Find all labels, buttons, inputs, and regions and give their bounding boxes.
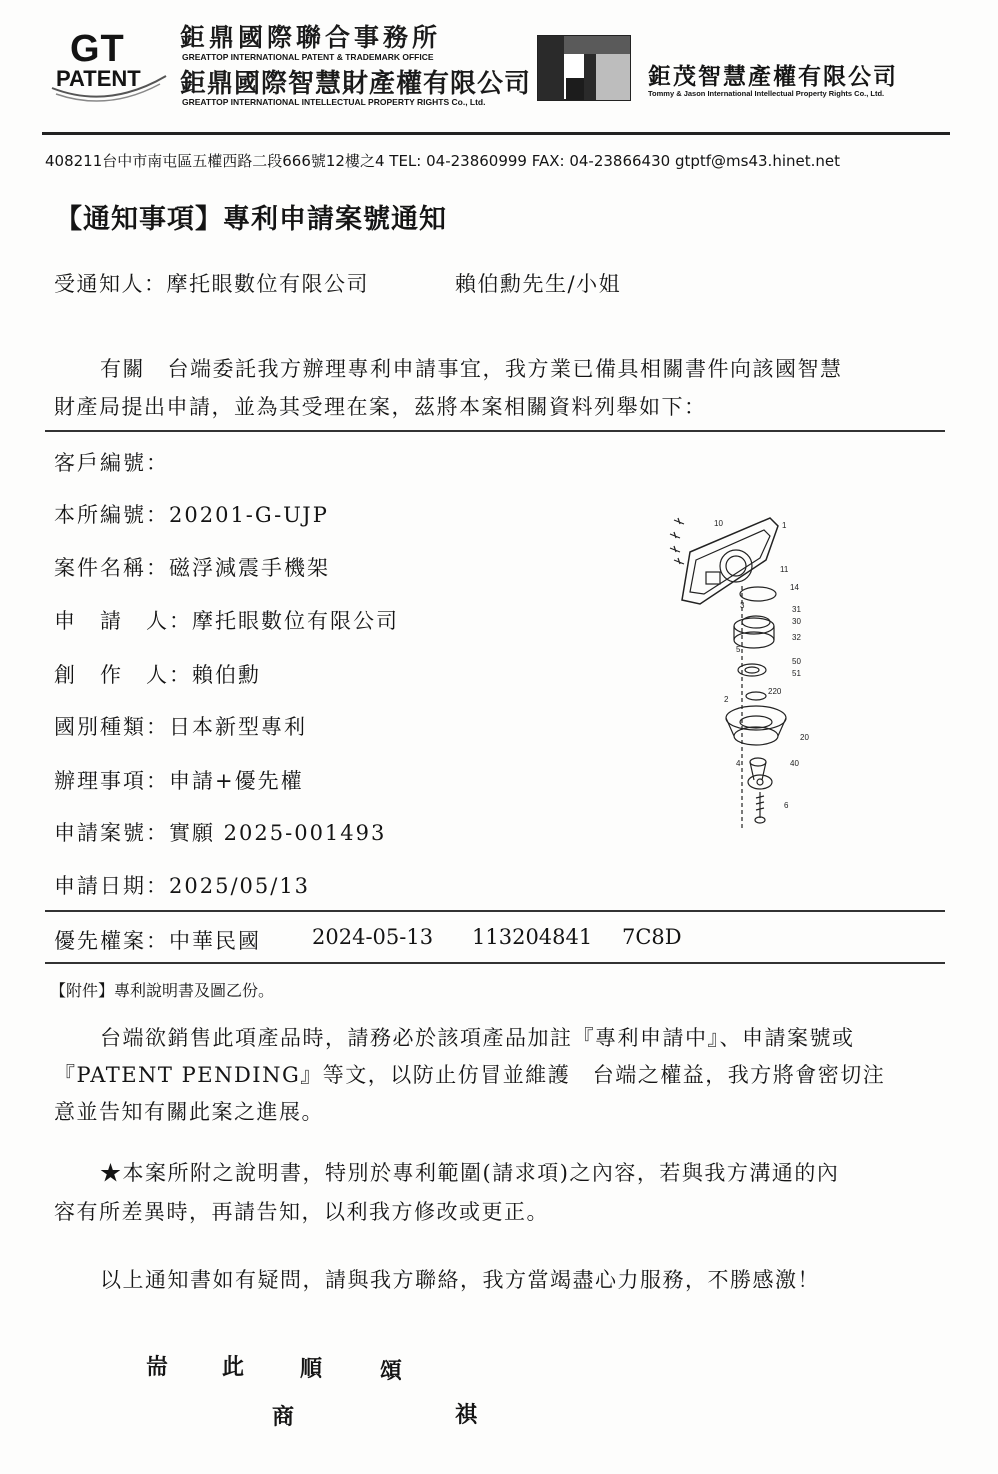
para2-line2: 容有所差異時，再請告知，以利我方修改或更正。 <box>54 1200 549 1224</box>
creator-value: 賴伯勳 <box>192 663 261 687</box>
divider-1 <box>45 430 945 432</box>
part-label-2: 2 <box>724 695 729 704</box>
recipient-label: 受通知人： <box>54 272 167 296</box>
para3: 以上通知書如有疑問，請與我方聯絡，我方當竭盡心力服務，不勝感激！ <box>100 1268 820 1292</box>
closing-5: 商 <box>272 1404 295 1430</box>
tj-logo-icon <box>536 34 632 102</box>
screw-icon <box>670 518 684 564</box>
recipient-person: 賴伯勳先生/小姐 <box>455 272 622 296</box>
office-address: 408211台中市南屯區五權西路二段666號12樓之4 TEL: 04-23860999 FAX: 04-23866430 gtptf@ms43.hinet.net <box>45 152 840 170</box>
office-no-value: 20201-G-UJP <box>169 503 329 527</box>
app-no-label: 申請案號： <box>54 821 169 845</box>
firm3-cn: 鉅茂智慧產權有限公司 <box>648 64 898 90</box>
client-no-label: 客戶編號： <box>54 451 169 475</box>
field-client-no <box>54 447 169 477</box>
part-label-4: 4 <box>736 759 741 768</box>
applicant-label: 申 請 人： <box>54 609 192 633</box>
field-app-no <box>54 817 386 847</box>
recipient-line <box>54 268 369 298</box>
closing-3: 順 <box>300 1356 323 1382</box>
part-label-1: 1 <box>782 521 787 530</box>
intro-line-2: 財產局提出申請，並為其受理在案，茲將本案相關資料列舉如下： <box>54 395 707 419</box>
exploded-drawing <box>660 500 835 845</box>
applicant-value: 摩托眼數位有限公司 <box>192 609 399 633</box>
part-label-31: 31 <box>792 605 801 614</box>
firm2-en: GREATTOP INTERNATIONAL INTELLECTUAL PROPERTY RIGHTS Co., Ltd. <box>182 97 486 107</box>
part-label-11: 11 <box>780 565 789 574</box>
field-priority <box>54 925 261 955</box>
closing-6: 祺 <box>455 1402 478 1428</box>
part-label-10: 10 <box>714 519 723 528</box>
divider-3 <box>45 962 945 964</box>
priority-number: 113204841 <box>472 925 593 949</box>
firm1-cn: 鉅鼎國際聯合事務所 <box>180 23 442 52</box>
part-label-40: 40 <box>790 759 799 768</box>
creator-label: 創 作 人： <box>54 663 192 687</box>
firm2-cn: 鉅鼎國際智慧財產權有限公司 <box>180 69 532 99</box>
recipient-company: 摩托眼數位有限公司 <box>166 272 369 296</box>
part-label-5: 5 <box>736 645 741 654</box>
part-label-220: 220 <box>768 687 782 696</box>
app-date-value: 2025/05/13 <box>169 874 311 898</box>
field-matter <box>54 765 304 795</box>
app-no-value: 實願 2025-001493 <box>169 821 387 845</box>
type-value: 日本新型專利 <box>169 715 307 739</box>
closing-2: 此 <box>222 1354 245 1380</box>
part-label-14: 14 <box>790 583 799 592</box>
type-label: 國別種類： <box>54 715 169 739</box>
firm1-en: GREATTOP INTERNATIONAL PATENT & TRADEMARK OFFICE <box>182 52 434 62</box>
header-divider <box>42 132 950 135</box>
field-applicant <box>54 605 399 635</box>
priority-label: 優先權案： <box>54 929 169 953</box>
part-label-30: 30 <box>792 617 801 626</box>
part-label-51: 51 <box>792 669 801 678</box>
part-label-6: 6 <box>784 801 789 810</box>
priority-country: 中華民國 <box>169 929 261 953</box>
intro-line-1: 有關 台端委託我方辦理專利申請事宜，我方業已備具相關書件向該國智慧 <box>100 357 843 381</box>
priority-date: 2024-05-13 <box>312 925 434 949</box>
firm3-en: Tommy & Jason International Intellectual Property Rights Co., Ltd. <box>648 89 885 98</box>
case-name-value: 磁浮減震手機架 <box>169 556 330 580</box>
priority-code: 7C8D <box>622 925 682 949</box>
logo-gt-text: GT <box>70 28 125 70</box>
divider-2 <box>45 910 945 912</box>
para2-line1: ★本案所附之說明書，特別於專利範圍(請求項)之內容，若與我方溝通的內 <box>100 1161 840 1185</box>
attachment-note: 【附件】專利說明書及圖乙份。 <box>50 981 275 1000</box>
case-name-label: 案件名稱： <box>54 556 169 580</box>
matter-label: 辦理事項： <box>54 769 169 793</box>
matter-value: 申請+優先權 <box>169 769 304 793</box>
part-label-32: 32 <box>792 633 801 642</box>
office-no-label: 本所編號： <box>54 503 169 527</box>
part-label-50: 50 <box>792 657 801 666</box>
notice-title: 【通知事項】專利申請案號通知 <box>55 204 447 235</box>
part-label-3: 3 <box>740 601 745 610</box>
field-type <box>54 711 307 741</box>
closing-1: 耑 <box>146 1354 169 1380</box>
field-office-no <box>54 499 329 529</box>
field-case-name <box>54 552 330 582</box>
app-date-label: 申請日期： <box>54 874 169 898</box>
part-label-20: 20 <box>800 733 809 742</box>
closing-4: 頌 <box>380 1358 403 1384</box>
para1-line1: 台端欲銷售此項產品時，請務必於該項產品加註『專利申請中』、申請案號或 <box>100 1026 855 1050</box>
gt-patent-logo <box>48 28 170 108</box>
field-app-date <box>54 870 310 900</box>
para1-line2: 『PATENT PENDING』等文，以防止仿冒並維護 台端之權益，我方將會密切注 <box>54 1063 886 1087</box>
logo-patent-text: PATENT <box>56 66 141 91</box>
field-creator <box>54 659 261 689</box>
para1-line3: 意並告知有關此案之進展。 <box>54 1100 324 1124</box>
